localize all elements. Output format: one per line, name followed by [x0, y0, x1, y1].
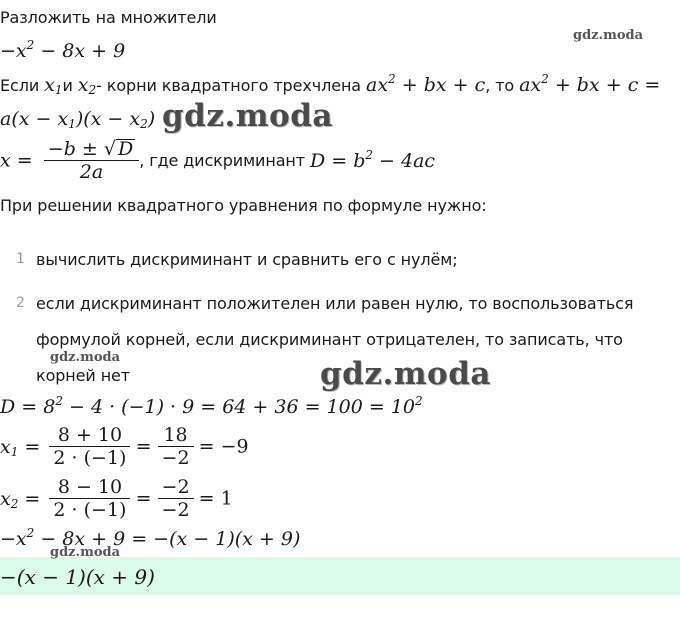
identity-left: $ax^2$ + bx + c =	[519, 72, 661, 96]
root-formula: x = $\frac{-b \pm √ D}{2a}$ , где дискриминант $D = b^2 - 4ac$	[0, 138, 436, 183]
trinomial: $ax^2$ + bx + c	[366, 72, 486, 96]
step-number: 2	[16, 295, 25, 311]
answer: −(x − 1)(x + 9)	[0, 565, 155, 589]
factored-form: $a(x - x_1)(x - x_2)$	[0, 108, 156, 131]
step-text: если дискриминант положителен или равен нулю, то воспользоваться	[36, 294, 634, 313]
step-text: корней нет	[36, 366, 131, 385]
task-expression: $-x^2 - 8x + 9$	[0, 38, 126, 62]
watermark-small: gdz.moda	[50, 545, 121, 560]
step-text: формулой корней, если дискриминант отрицателен, то записать, что	[36, 330, 623, 349]
watermark-large: gdz.moda	[162, 98, 333, 134]
x1-calc: $x_1$ = $\frac{8 + 10}{2 \cdot (-1)}$ = $\frac{18}{-2}$ = −9	[0, 424, 249, 469]
step-number: 1	[16, 251, 25, 267]
watermark-small: gdz.moda	[573, 28, 644, 43]
factored-line: $-x^2 - 8x + 9 = -(x - 1)(x + 9)$	[0, 526, 301, 550]
discriminant-calc: $D = 8^2 - 4 \cdot (-1) \cdot 9 = 64 + 36 = 100 = 10^2$	[0, 394, 423, 418]
x2-calc: $x_2$ = $\frac{8 - 10}{2 \cdot (-1)}$ = $\frac{-2}{-2}$ = 1	[0, 476, 233, 521]
watermark-small: gdz.moda	[50, 350, 121, 365]
step-text: вычислить дискриминант и сравнить его с нулём;	[36, 250, 458, 269]
steps-intro: При решении квадратного уравнения по формуле нужно:	[0, 196, 487, 215]
rule-line: Если $x_1и$ $x_2-$ корни квадратного трехчлена $ax^2$ + bx + c, то $ax^2$ + bx + c =	[0, 72, 661, 97]
discriminant-formula: $D = b^2 - 4ac$	[309, 147, 436, 172]
watermark-large: gdz.moda	[320, 356, 491, 392]
task-title: Разложить на множители	[0, 8, 217, 27]
